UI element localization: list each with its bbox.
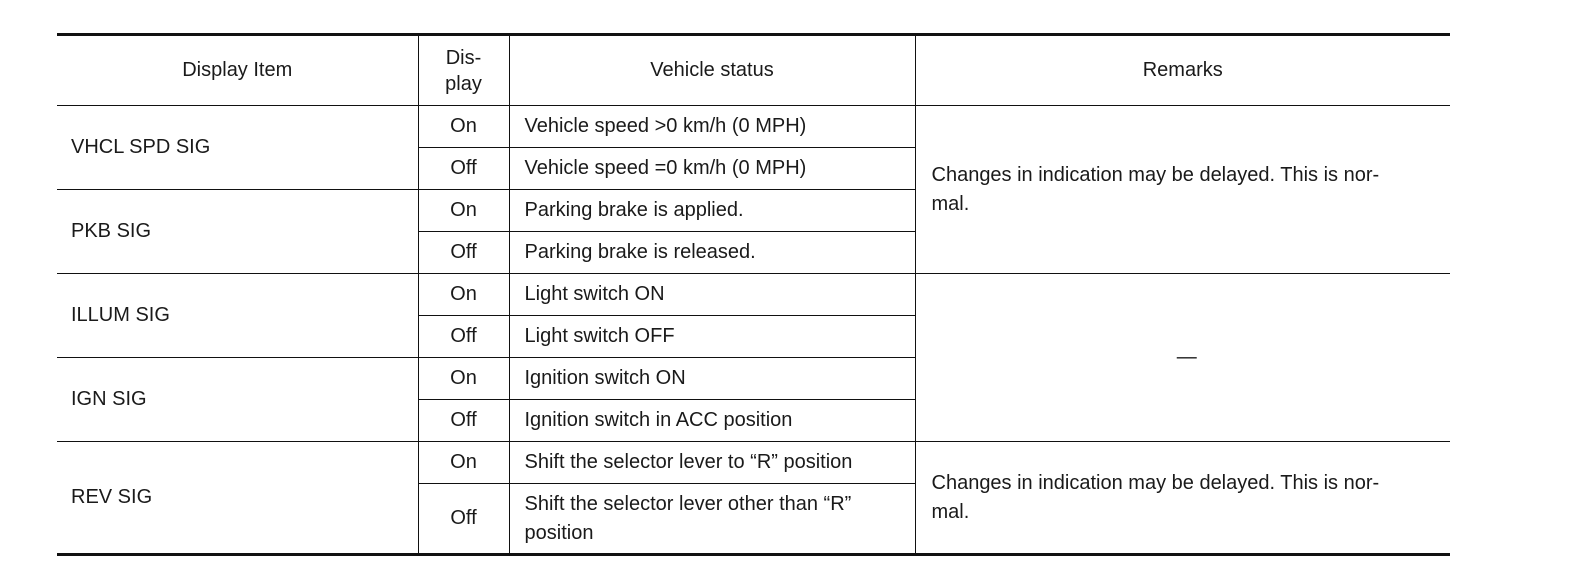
vehicle-status-cell: Light switch OFF <box>509 316 915 358</box>
table-row <box>57 274 1450 316</box>
vehicle-status-cell: Parking brake is released. <box>509 232 915 274</box>
display-value-cell: On <box>418 274 509 316</box>
remarks-cell: — <box>915 274 1450 442</box>
header-vehicle-status: Vehicle status <box>509 35 915 106</box>
display-item-cell: ILLUM SIG <box>57 274 418 358</box>
vehicle-status-cell: Vehicle speed =0 km/h (0 MPH) <box>509 148 915 190</box>
display-item-cell: VHCL SPD SIG <box>57 106 418 190</box>
vehicle-status-cell: Vehicle speed >0 km/h (0 MPH) <box>509 106 915 148</box>
display-value-cell: Off <box>418 484 509 555</box>
vehicle-status-cell: Ignition switch ON <box>509 358 915 400</box>
display-value-cell: Off <box>418 400 509 442</box>
display-value-cell: Off <box>418 148 509 190</box>
display-item-table <box>57 33 1450 556</box>
display-item-cell: REV SIG <box>57 442 418 555</box>
display-value-cell: On <box>418 358 509 400</box>
header-remarks: Remarks <box>915 35 1450 106</box>
vehicle-status-cell: Parking brake is applied. <box>509 190 915 232</box>
display-value-cell: Off <box>418 316 509 358</box>
header-display: Dis- play <box>418 35 509 106</box>
display-value-cell: On <box>418 442 509 484</box>
display-item-cell: IGN SIG <box>57 358 418 442</box>
vehicle-status-cell: Ignition switch in ACC position <box>509 400 915 442</box>
display-value-cell: Off <box>418 232 509 274</box>
display-value-cell: On <box>418 190 509 232</box>
display-item-cell: PKB SIG <box>57 190 418 274</box>
remarks-cell: Changes in indication may be delayed. This is nor- mal. <box>915 442 1450 555</box>
display-value-cell: On <box>418 106 509 148</box>
remarks-cell: Changes in indication may be delayed. This is nor- mal. <box>915 106 1450 274</box>
table-row <box>57 442 1450 484</box>
vehicle-status-cell: Shift the selector lever other than “R” position <box>509 484 915 555</box>
vehicle-status-cell: Shift the selector lever to “R” position <box>509 442 915 484</box>
header-display-item: Display Item <box>57 35 418 106</box>
table-row <box>57 106 1450 148</box>
vehicle-status-cell: Light switch ON <box>509 274 915 316</box>
header-row <box>57 35 1450 106</box>
